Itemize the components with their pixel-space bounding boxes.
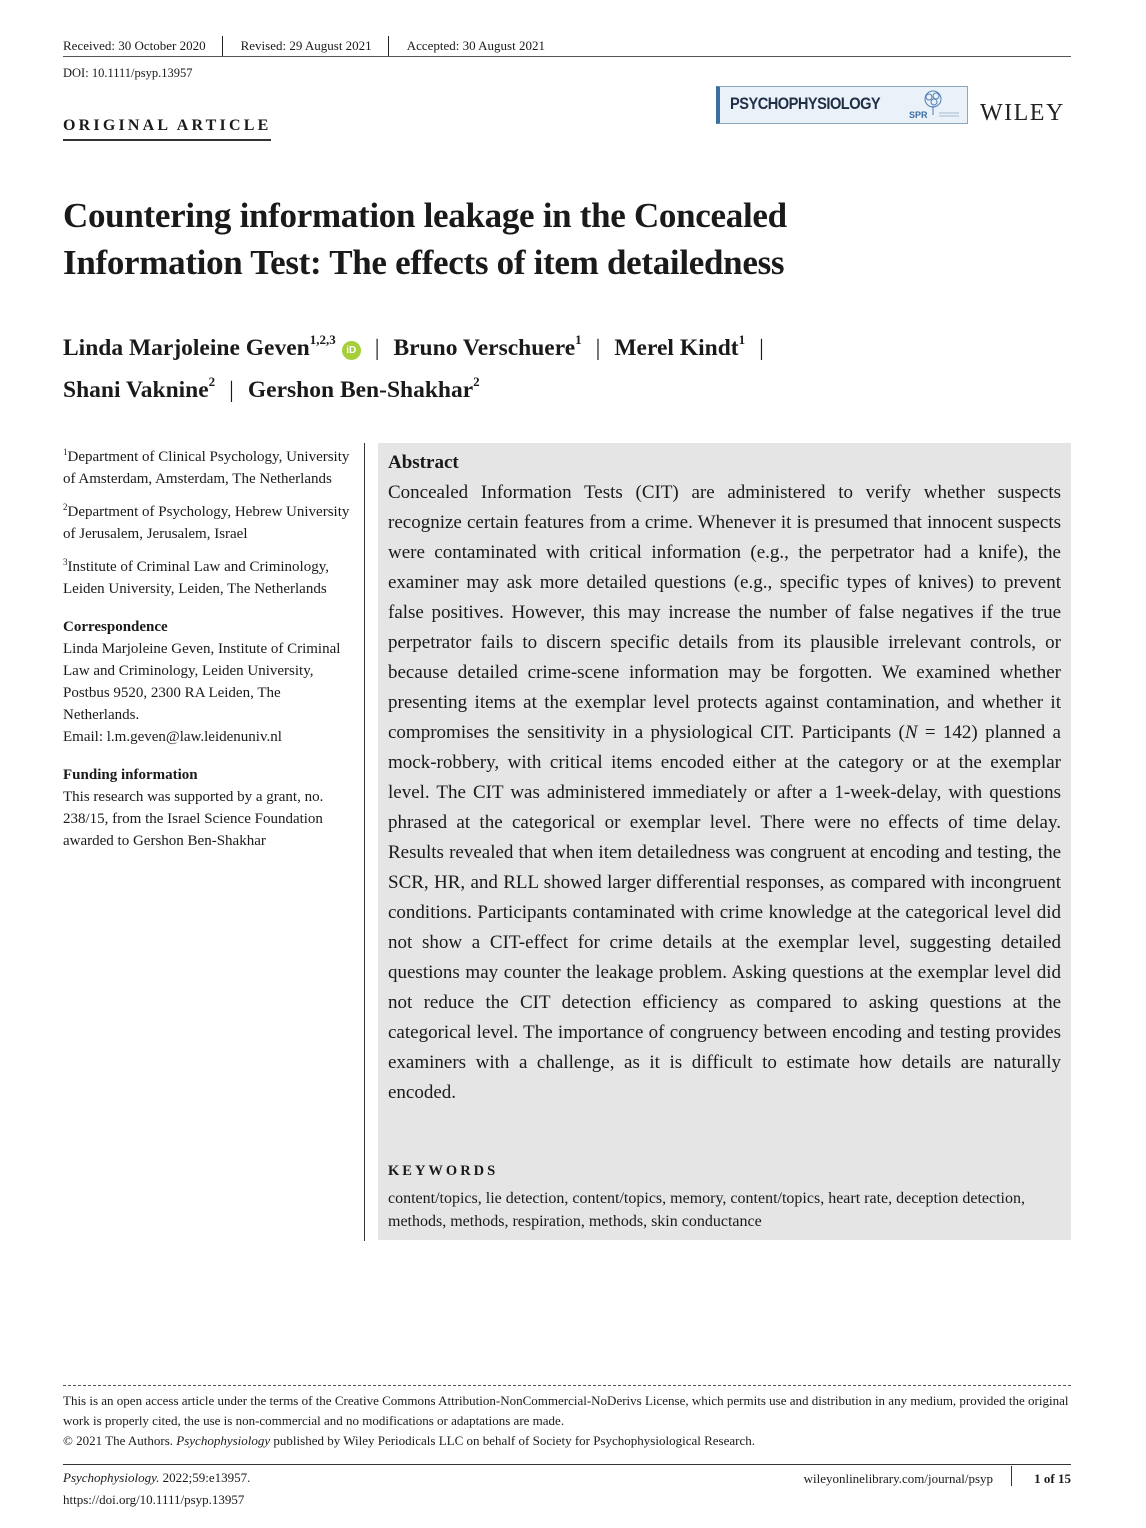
keywords-heading: KEYWORDS xyxy=(388,1163,499,1179)
funding-heading: Funding information xyxy=(63,767,198,783)
accepted-date: Accepted: 30 August 2021 xyxy=(406,38,545,53)
affiliation: $^3$Institute of Criminal Law and Criminology, Leiden University, Leiden, The Netherlands xyxy=(63,557,329,597)
sidebar-info xyxy=(63,441,353,852)
author-separator: | xyxy=(759,334,764,361)
footnote-divider xyxy=(63,1385,1071,1386)
article-type: ORIGINAL ARTICLE xyxy=(63,117,271,141)
author-separator: | xyxy=(595,334,601,361)
citation: Psychophysiology. 2022;59:e13957. xyxy=(63,1470,251,1485)
author-line-1 xyxy=(63,324,963,366)
correspondence-heading: Correspondence xyxy=(63,619,168,635)
author-name[interactable]: Bruno Verschuere xyxy=(393,334,576,361)
author-separator: | xyxy=(229,376,234,403)
abstract-heading: Abstract xyxy=(388,452,459,473)
publisher-logo: WILEY xyxy=(980,100,1065,126)
spr-badge: SPR xyxy=(909,110,928,120)
revised-date: Revised: 29 August 2021 xyxy=(239,36,389,56)
orcid-icon[interactable]: iD xyxy=(342,341,361,360)
column-divider xyxy=(364,443,365,1241)
footer-divider xyxy=(63,1464,1071,1465)
affiliation: $^2$Department of Psychology, Hebrew University of Jerusalem, Jerusalem, Israel xyxy=(63,502,350,542)
abstract-box xyxy=(378,443,1071,1240)
license-text: This is an open access article under the terms of the Creative Commons Attribution-NonCommercial-NoDerivs License, which permits use and distribution in any medium, provided the original work is properly cited, the use is non-commercial and no modifications or adaptations are made. xyxy=(63,1393,1069,1428)
license-note xyxy=(63,1391,1071,1451)
journal-logo xyxy=(716,86,968,124)
author-name[interactable]: Merel Kindt xyxy=(614,334,739,361)
article-dates xyxy=(63,36,1071,57)
author-name[interactable]: Shani Vaknine xyxy=(63,376,209,403)
page-separator xyxy=(1011,1466,1012,1486)
funding-text: This research was supported by a grant, no. 238/15, from the Israel Science Foundation awarded to Gershon Ben-Shakhar xyxy=(63,789,324,849)
author-affiliation-sup: 2 xyxy=(473,373,480,389)
author-line-2 xyxy=(63,366,963,408)
author-name[interactable]: Gershon Ben-Shakhar xyxy=(247,376,474,403)
author-affiliation-sup: 1 xyxy=(738,332,746,347)
author-separator: | xyxy=(374,334,380,361)
article-title xyxy=(63,192,963,286)
abstract-text: Concealed Information Tests (CIT) are administered to verify whether suspects recognize certain features from a crime. Whenever it is presumed that innocent suspects were contaminated with critical information (e.g., the perpetrator had a knife), the examiner may ask more detailed questions (e.g., specific types of knives) to prevent false positives. However, this may increase the number of false negatives if the true perpetrator fails to discern specific details from its plausible irrelevant controls, or because detailed crime-scene information may be forgotten. We examined whether presenting items at the exemplar level protects against contamination, and whether it compromises the sensitivity in a physiological CIT. Participants (N = 142) planned a mock-robbery, with critical items encoded either at the category or at the exemplar level. The CIT was administered immediately or after a 1-week-delay, with questions phrased at the categorical or exemplar level. There were no effects of time delay. Results revealed that when item detailedness was congruent at encoding and testing, the SCR, HR, and RLL showed larger differential responses, as compared with incongruent conditions. Participants contaminated with crime knowledge at the categorical level did not show a CIT-effect for crime details at the exemplar level, suggesting detailed questions may counter the leakage problem. Asking questions at the exemplar level did not reduce the CIT detection efficiency as compared to asking questions at the categorical level. The importance of congruency between encoding and testing provides examiners with a challenge, as it is difficult to estimate how details are naturally encoded. xyxy=(388,482,1061,1103)
page-number: 1 of 15 xyxy=(1034,1471,1071,1486)
correspondence-email[interactable]: Email: l.m.geven@law.leidenuniv.nl xyxy=(63,729,282,745)
author-name[interactable]: Linda Marjoleine Geven xyxy=(63,334,310,361)
correspondence-text: Linda Marjoleine Geven, Institute of Criminal Law and Criminology, Leiden University, Postbus 9520, 2300 RA Leiden, The Netherlands. xyxy=(63,641,341,723)
journal-url[interactable]: wileyonlinelibrary.com/journal/psyp xyxy=(803,1471,993,1486)
author-list xyxy=(63,324,963,408)
keywords-text: content/topics, lie detection, content/topics, memory, content/topics, heart rate, deception detection, methods, methods, respiration, methods, skin conductance xyxy=(388,1190,1025,1230)
doi[interactable]: DOI: 10.1111/psyp.13957 xyxy=(63,66,193,80)
title-line-1: Countering information leakage in the Concealed xyxy=(63,196,787,235)
citation-doi[interactable]: https://doi.org/10.1111/psyp.13957 xyxy=(63,1492,245,1507)
affiliation: $^1$Department of Clinical Psychology, University of Amsterdam, Amsterdam, The Netherlands xyxy=(63,447,350,487)
copyright-text: © 2021 The Authors. Psychophysiology published by Wiley Periodicals LLC on behalf of Society for Psychophysiological Research. xyxy=(63,1433,755,1448)
author-affiliation-sup: 1,2,3 xyxy=(309,332,336,347)
title-line-2: Information Test: The effects of item detailedness xyxy=(63,243,785,282)
received-date: Received: 30 October 2020 xyxy=(63,36,223,56)
author-affiliation-sup: 1 xyxy=(575,332,582,347)
journal-logo-text: PSYCHOPHYSIOLOGY xyxy=(730,94,881,113)
author-affiliation-sup: 2 xyxy=(208,373,216,389)
spr-tree-icon xyxy=(905,89,961,121)
